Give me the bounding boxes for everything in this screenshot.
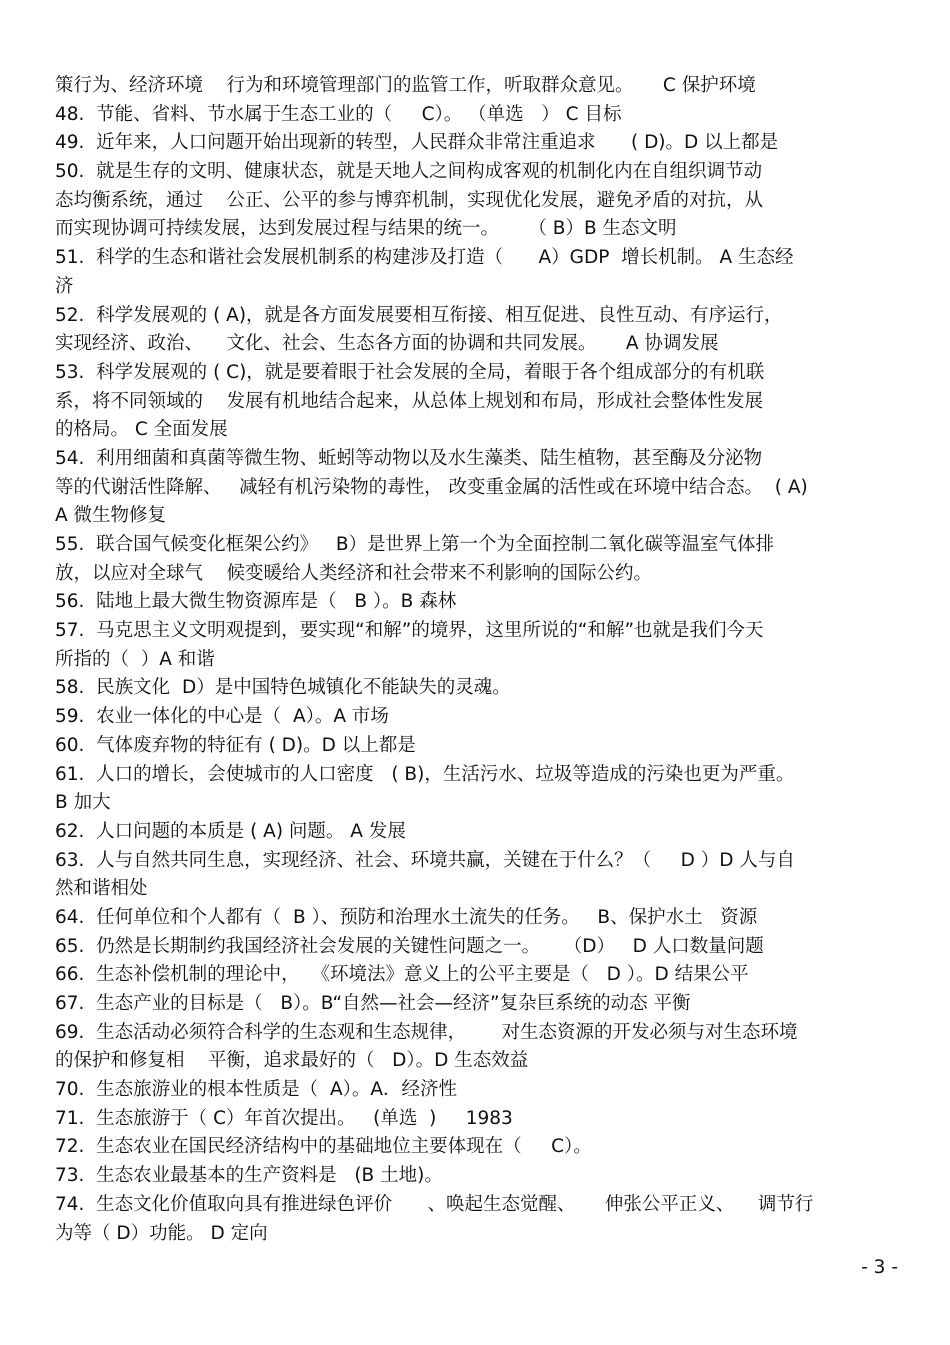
text-line: B 加大 — [55, 792, 111, 814]
text-line: 52. 科学发展观的 ( A)，就是各方面发展要相互衔接、相互促进、良性互动、有序运行， — [55, 304, 783, 326]
text-line: 然和谐相处 — [55, 878, 148, 900]
text-line: 态均衡系统，通过 公正、公平的参与博弈机制，实现优化发展，避免矛盾的对抗，从 — [55, 189, 764, 211]
text-line: 60. 气体废弃物的特征有 ( D)。D 以上都是 — [55, 734, 416, 756]
text-line: 所指的（ ）A 和谐 — [55, 648, 215, 670]
text-line: 策行为、经济环境 行为和环境管理部门的监管工作，听取群众意见。 C 保护环境 — [55, 75, 756, 96]
text-line: 57. 马克思主义文明观提到，要实现“和解”的境界，这里所说的“和解”也就是我们今天 — [55, 620, 764, 642]
text-line: 48. 节能、省料、节水属于生态工业的（ C）。 （单选 ） C 目标 — [55, 103, 622, 125]
text-line: 63. 人与自然共同生息，实现经济、社会、环境共赢，关键在于什么？（ D ）D 人与自 — [55, 849, 795, 871]
text-line: 54. 利用细菌和真菌等微生物、蚯蚓等动物以及水生藻类、陆生植物，甚至酶及分泌物 — [55, 447, 763, 469]
text-line: 49. 近年来，人口问题开始出现新的转型，人民群众非常注重追求 ( D)。D 以上都是 — [55, 132, 779, 154]
text-line: 69. 生态活动必须符合科学的生态观和生态规律， 对生态资源的开发必须与对生态环境 — [55, 1021, 798, 1043]
text-line: 的保护和修复相 平衡，追求最好的（ D）。D 生态效益 — [55, 1050, 529, 1072]
text-line: 55. 联合国气候变化框架公约》 B）是世界上第一个为全面控制二氧化碳等温室气体排 — [55, 534, 775, 555]
page-number: - 3 - — [861, 1257, 898, 1278]
text-line: 实现经济、政治、 文化、社会、生态各方面的协调和共同发展。 A 协调发展 — [55, 333, 719, 355]
text-line: 系，将不同领域的 发展有机地结合起来，从总体上规划和布局，形成社会整体性发展 — [55, 390, 764, 412]
text-line: 64. 任何单位和个人都有（ B ）、预防和治理水土流失的任务。 B、保护水土 资源 — [55, 906, 758, 928]
text-line: 为等（ D）功能。 D 定向 — [55, 1222, 268, 1244]
text-line: 65. 仍然是长期制约我国经济社会发展的关键性问题之一。 （D） D 人口数量问题 — [55, 935, 764, 957]
text-line: 56. 陆地上最大微生物资源库是（ B ）。B 森林 — [55, 591, 457, 613]
text-line: 放，以应对全球气 候变暖给人类经济和社会带来不利影响的国际公约。 — [55, 562, 653, 584]
text-line: 74. 生态文化价值取向具有推进绿色评价 、唤起生态觉醒、 伸张公平正义、 调节行 — [55, 1193, 814, 1215]
text-line: 70. 生态旅游业的根本性质是（ A）。A．经济性 — [55, 1079, 458, 1101]
text-line: 的格局。 C 全面发展 — [55, 419, 228, 441]
text-line: 等的代谢活性降解、 减轻有机污染物的毒性， 改变重金属的活性或在环境中结合态。 ( A) — [55, 476, 808, 498]
text-line: 济 — [55, 275, 74, 297]
text-line: 50. 就是生存的文明、健康状态，就是天地人之间构成客观的机制化内在自组织调节动 — [55, 161, 763, 183]
text-line: 51. 科学的生态和谐社会发展机制系的构建涉及打造（ A）GDP 增长机制。 A 生态经 — [55, 247, 794, 269]
text-line: 53. 科学发展观的 ( C)，就是要着眼于社会发展的全局，着眼于各个组成部分的有机联 — [55, 361, 765, 383]
text-line: A 微生物修复 — [55, 505, 167, 527]
text-line: 而实现协调可持续发展，达到发展过程与结果的统一。 （ B）B 生态文明 — [55, 218, 677, 240]
text-line: 67. 生态产业的目标是（ B）。B“自然—社会—经济”复杂巨系统的动态 平衡 — [55, 993, 691, 1014]
text-line: 62. 人口问题的本质是 ( A) 问题。 A 发展 — [55, 820, 406, 842]
text-line: 73. 生态农业最基本的生产资料是 (B 土地)。 — [55, 1165, 443, 1187]
text-line: 58. 民族文化 D）是中国特色城镇化不能缺失的灵魂。 — [55, 677, 511, 699]
question-list — [55, 72, 905, 1248]
text-line: 72. 生态农业在国民经济结构中的基础地位主要体现在（ C）。 — [55, 1136, 592, 1158]
text-line: 66. 生态补偿机制的理论中， 《环境法》意义上的公平主要是（ D ）。D 结果公平 — [55, 964, 749, 986]
text-line: 61. 人口的增长，会使城市的人口密度 ( B)，生活污水、垃圾等造成的污染也更为严重。 — [55, 763, 795, 785]
text-line: 59. 农业一体化的中心是（ A）。A 市场 — [55, 706, 389, 728]
text-line: 71. 生态旅游于（ C）年首次提出。 (单选 ) 1983 — [55, 1107, 513, 1129]
